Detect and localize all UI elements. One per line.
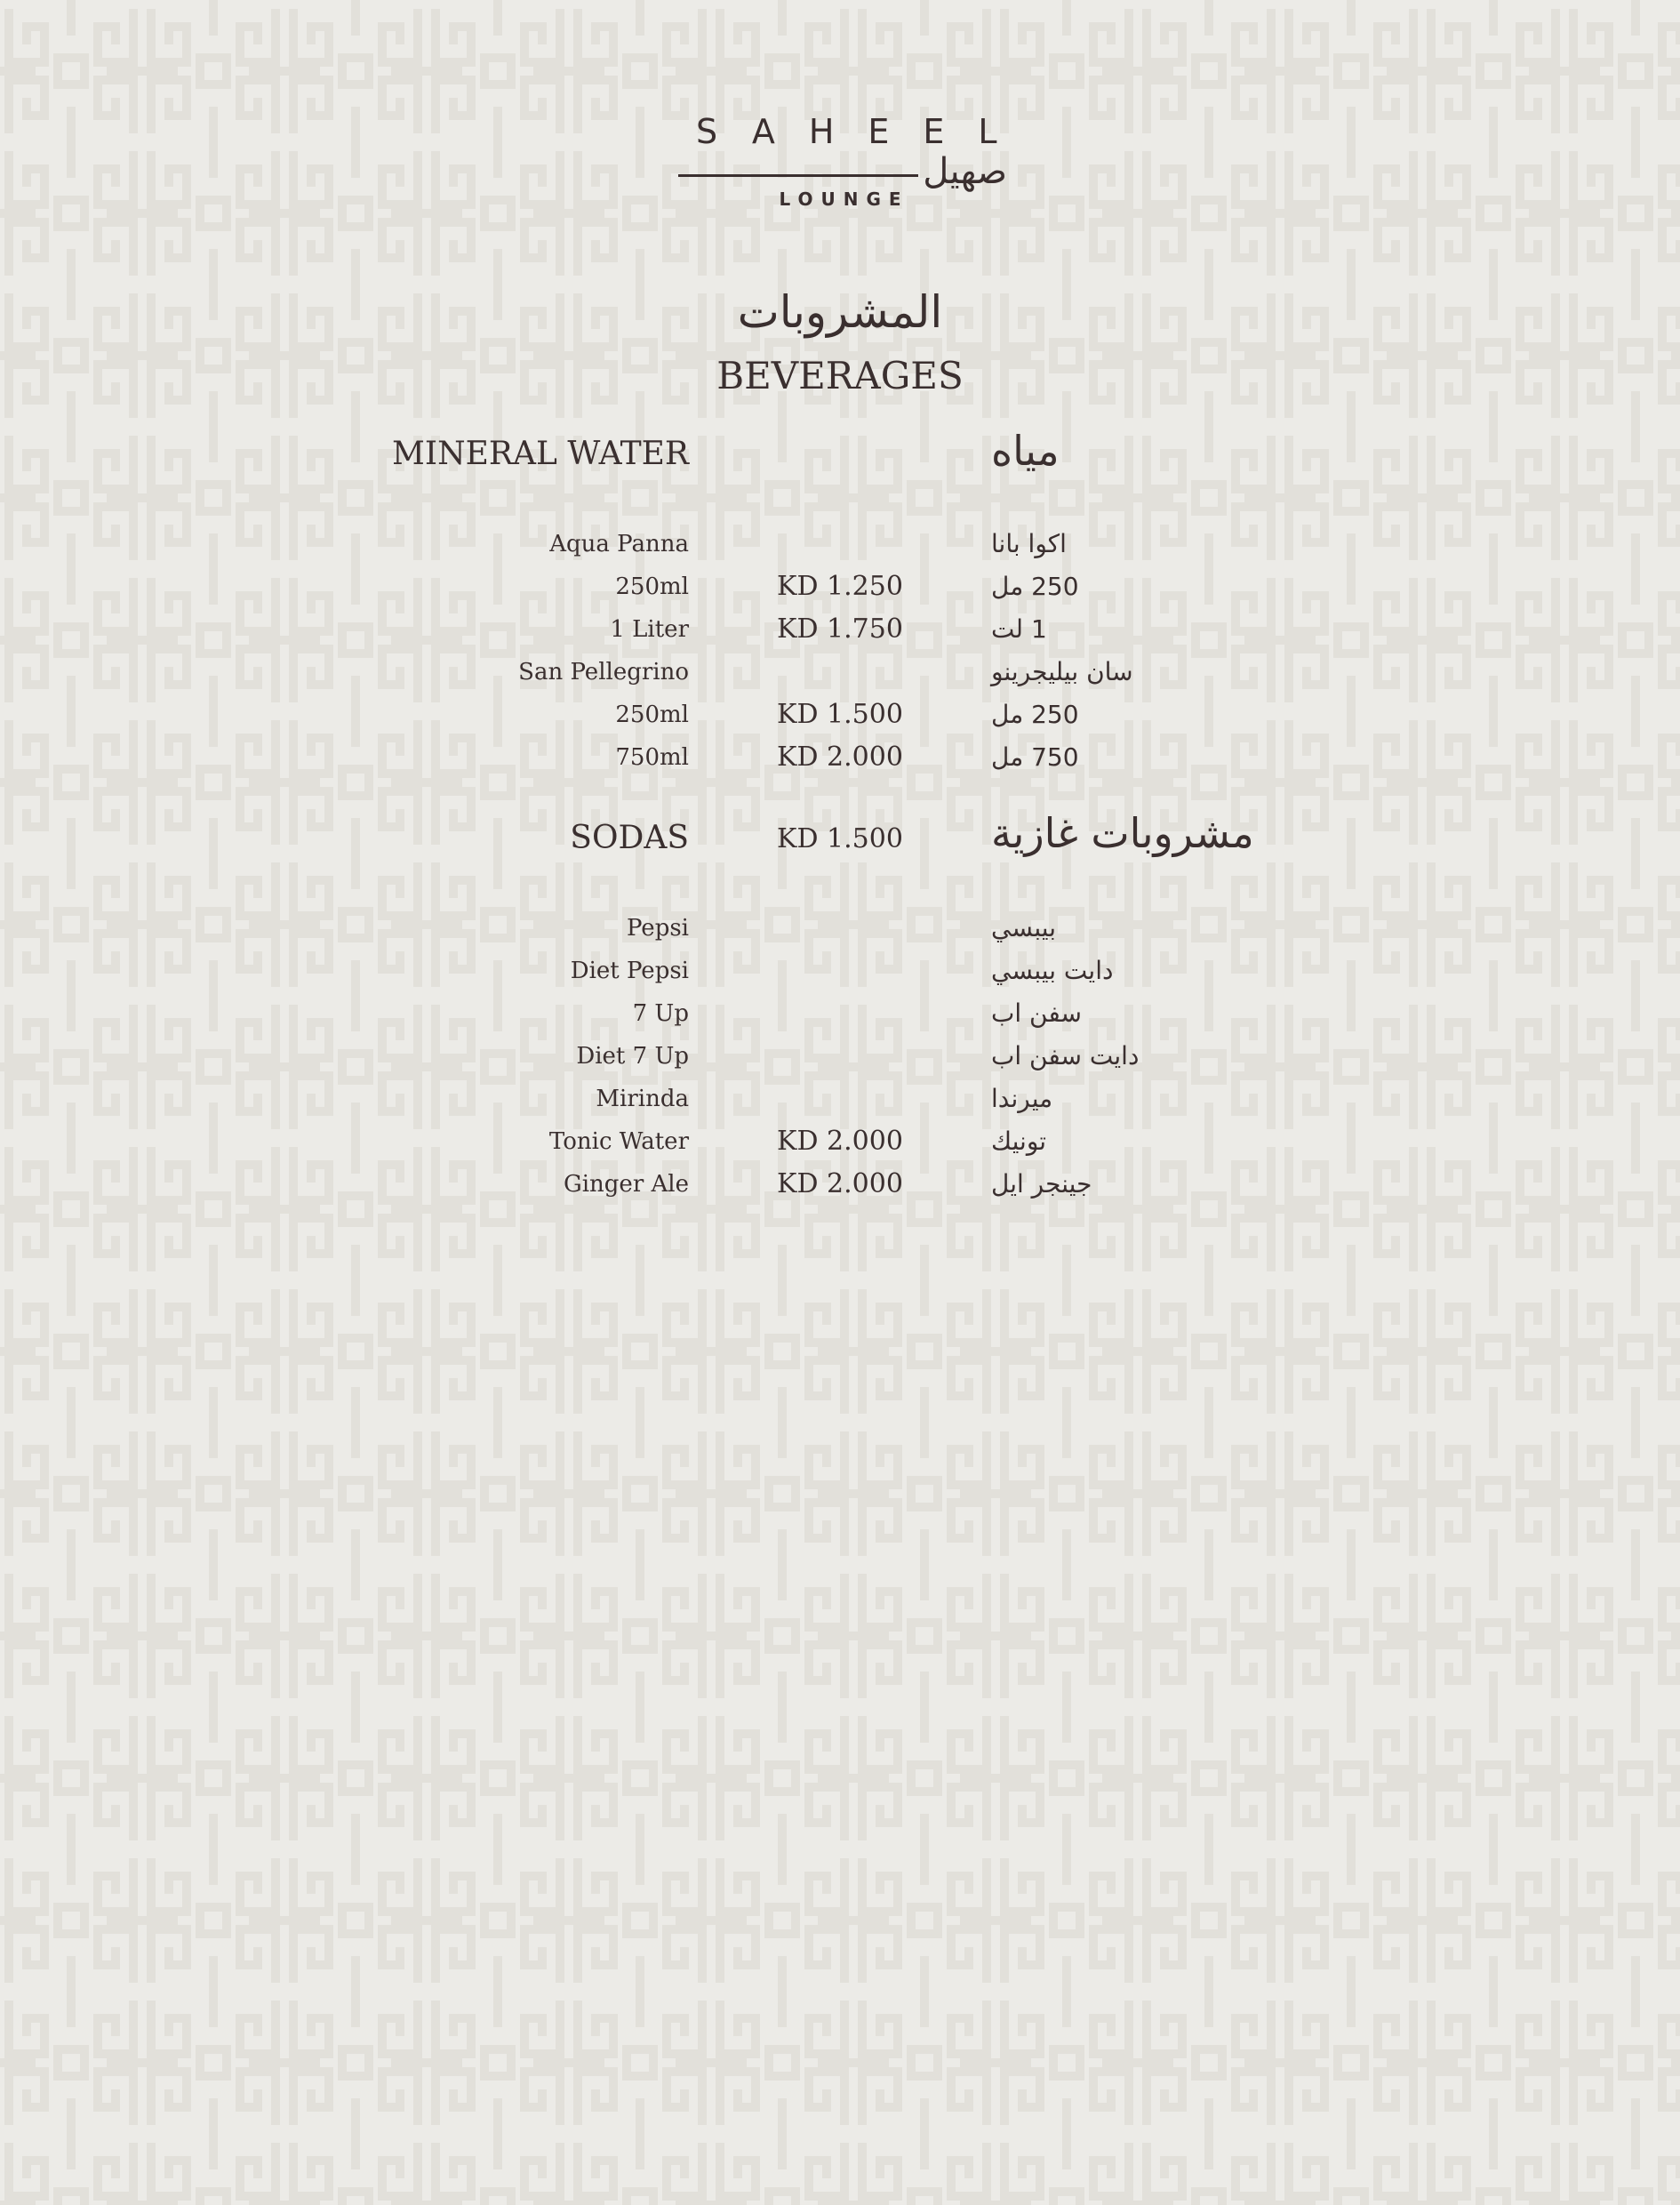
section-sodas-price: KD 1.500	[777, 823, 903, 854]
item-name: Ginger Ale	[563, 1171, 689, 1198]
item-name: 750ml	[615, 744, 689, 771]
item-price: KD 1.250	[777, 571, 903, 602]
item-name-arabic: 250 مل	[991, 572, 1079, 601]
menu-item	[0, 525, 1680, 564]
menu-item	[0, 1165, 1680, 1204]
menu-item	[0, 653, 1680, 692]
brand-stroke	[678, 174, 918, 177]
item-name-arabic: جينجر ايل	[991, 1169, 1092, 1199]
item-price: KD 2.000	[777, 1126, 903, 1157]
menu-item	[0, 1079, 1680, 1119]
menu-item	[0, 695, 1680, 734]
item-name-arabic: بيبسي	[991, 913, 1057, 942]
section-sodas-title: SODAS	[570, 820, 689, 856]
item-name: Pepsi	[626, 915, 689, 942]
item-name: Diet Pepsi	[570, 958, 689, 984]
menu-item	[0, 951, 1680, 990]
item-name-arabic: 1 لت	[991, 614, 1047, 644]
item-name-arabic: اكوا بانا	[991, 529, 1067, 558]
section-sodas-title-arabic: مشروبات غازية	[991, 809, 1254, 857]
menu-item	[0, 1037, 1680, 1076]
item-name: 1 Liter	[610, 616, 689, 643]
brand-latin: SAHEEL	[696, 112, 1031, 151]
item-price: KD 2.000	[777, 742, 903, 773]
item-name: Aqua Panna	[549, 531, 689, 557]
item-name-arabic: 250 مل	[991, 700, 1079, 729]
menu-item	[0, 610, 1680, 649]
page-title-arabic: المشروبات	[737, 286, 943, 338]
item-name: 250ml	[615, 573, 689, 600]
menu-item	[0, 1122, 1680, 1161]
section-mineral-water-title: MINERAL WATER	[392, 436, 689, 472]
item-price: KD 2.000	[777, 1168, 903, 1199]
item-name-arabic: سفن اب	[991, 998, 1082, 1028]
item-name: Tonic Water	[548, 1128, 689, 1155]
menu-item	[0, 567, 1680, 606]
item-name-arabic: دايت سفن اب	[991, 1041, 1140, 1070]
item-name-arabic: 750 مل	[991, 742, 1079, 772]
item-name: 7 Up	[632, 1000, 689, 1027]
item-name: 250ml	[615, 702, 689, 728]
menu-item	[0, 738, 1680, 777]
item-name: San Pellegrino	[518, 659, 689, 686]
item-name-arabic: ميرندا	[991, 1084, 1053, 1113]
section-mineral-water-title-arabic: مياه	[991, 427, 1060, 475]
item-price: KD 1.500	[777, 699, 903, 730]
item-name: Diet 7 Up	[576, 1043, 689, 1070]
menu-item	[0, 909, 1680, 948]
page-title-english: BEVERAGES	[716, 354, 964, 397]
item-name-arabic: دايت بيبسي	[991, 956, 1114, 985]
brand-sub: LOUNGE	[779, 188, 909, 210]
item-name-arabic: تونيك	[991, 1127, 1047, 1156]
item-name-arabic: سان بيليجرينو	[991, 657, 1133, 686]
menu-item	[0, 994, 1680, 1033]
brand-arabic: صهيل	[923, 151, 1007, 192]
item-price: KD 1.750	[777, 613, 903, 645]
item-name: Mirinda	[596, 1086, 689, 1112]
